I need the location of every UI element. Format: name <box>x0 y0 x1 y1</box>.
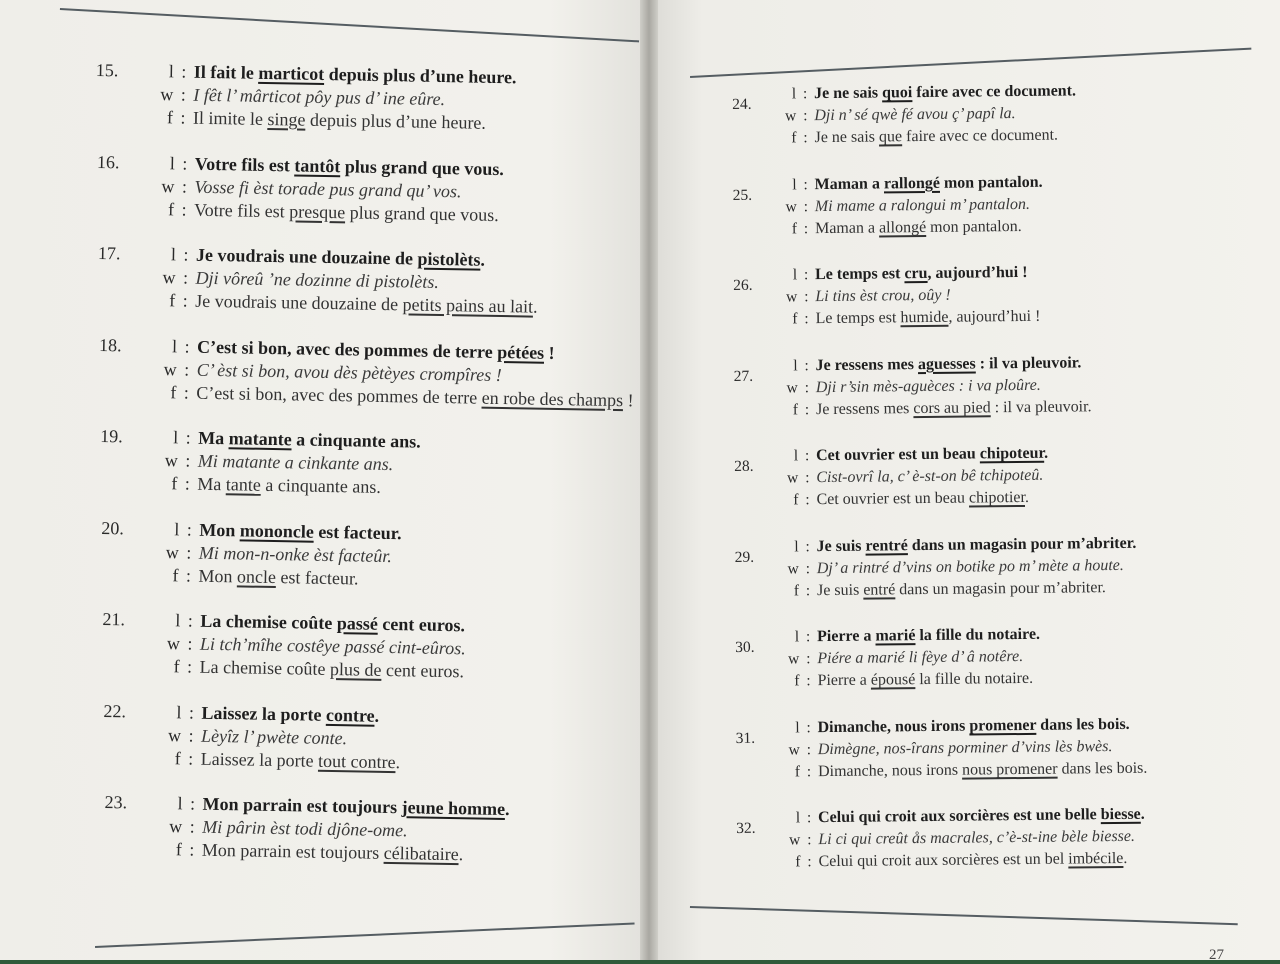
entry-25 <box>733 172 1145 267</box>
entry-number: 20. <box>101 517 124 538</box>
code-f: f <box>794 762 801 780</box>
spacer <box>736 844 784 845</box>
entry-31 <box>736 715 1148 810</box>
colon: : <box>181 198 187 220</box>
colon: : <box>805 469 810 487</box>
entry-number: 23. <box>104 792 128 813</box>
walloon-sentence: Mi mame a ralongui m’ pantalon. <box>814 195 1031 215</box>
entry-number: 19. <box>100 426 123 447</box>
code-f: f <box>171 473 178 494</box>
colon: : <box>189 816 195 837</box>
walloon-sentence: I fêt l’ mârticot pôy pus d’ ine eûre. <box>193 84 446 110</box>
colon: : <box>189 839 195 860</box>
french-sentence: Mon parrain est toujours célibataire. <box>201 839 464 865</box>
line-f <box>732 126 1144 152</box>
code-f: f <box>794 672 800 690</box>
walloon-sentence: Li tins èst crou, oûy ! <box>815 286 951 306</box>
line-f <box>735 669 1147 695</box>
colon: : <box>182 267 189 288</box>
colon: : <box>807 853 812 871</box>
line-f <box>736 759 1148 785</box>
code-l: l <box>794 628 800 646</box>
walloon-sentence: C’ èst si bon, avou dès pètèyes crompîres ! <box>196 359 502 385</box>
colon: : <box>186 656 193 677</box>
code-w: w <box>161 175 175 196</box>
local-sentence: Cet ouvrier est un beau chipoteur. <box>815 444 1049 465</box>
entry-22 <box>102 701 639 802</box>
local-sentence: Ma matante a cinquante ans. <box>198 427 421 452</box>
code-f: f <box>792 400 799 418</box>
code-w: w <box>165 541 180 562</box>
code-l: l <box>168 61 174 82</box>
entry-number: 27. <box>733 367 754 385</box>
colon: : <box>806 672 811 690</box>
colon: : <box>184 335 190 357</box>
code-f: f <box>167 198 175 219</box>
colon: : <box>804 310 809 328</box>
walloon-sentence: Mi mon-n-onke èst facteûr. <box>198 542 393 566</box>
french-sentence: Votre fils est presque plus grand que vous. <box>193 199 499 225</box>
colon: : <box>188 724 194 746</box>
entry-number: 31. <box>735 729 756 747</box>
colon: : <box>803 129 808 147</box>
code-w: w <box>164 450 178 471</box>
french-sentence: Je ne sais que faire avec ce document. <box>814 126 1059 147</box>
code-w: w <box>785 197 797 215</box>
local-sentence: La chemise coûte passé cent euros. <box>200 610 466 636</box>
entry-number: 26. <box>733 276 753 294</box>
colon: : <box>804 378 810 396</box>
colon: : <box>806 809 812 827</box>
french-sentence: Pierre a épousé la fille du notaire. <box>817 669 1034 690</box>
code-l: l <box>795 718 800 736</box>
code-l: l <box>171 335 178 356</box>
entry-20 <box>100 518 637 619</box>
french-sentence: Cet ouvrier est un beau chipotier. <box>816 488 1030 509</box>
spacer <box>103 762 161 763</box>
colon: : <box>182 152 188 174</box>
french-sentence: Dimanche, nous irons nous promener dans les bois. <box>817 759 1148 780</box>
code-w: w <box>162 267 176 288</box>
entry-15 <box>94 60 631 161</box>
local-sentence: Je ne sais quoi faire avec ce document. <box>813 82 1077 103</box>
spacer <box>96 213 154 214</box>
colon: : <box>186 518 192 540</box>
french-sentence: Je suis entré dans un magasin pour m’abriter. <box>816 578 1106 599</box>
entry-number: 30. <box>735 638 755 656</box>
colon: : <box>803 219 809 237</box>
colon: : <box>805 628 811 646</box>
code-w: w <box>786 288 798 306</box>
code-f: f <box>174 747 181 768</box>
walloon-sentence: Li tch’mîhe costêye passé cint-eûros. <box>199 633 466 659</box>
spacer <box>735 573 783 574</box>
colon: : <box>183 244 189 265</box>
left-entry-list <box>95 60 634 884</box>
entry-number: 24. <box>732 95 752 113</box>
french-sentence: C’est si bon, avec des pommes de terre en robe des champs ! <box>196 382 634 410</box>
local-sentence: Laissez la porte contre. <box>201 702 380 726</box>
code-l: l <box>791 85 797 103</box>
spacer <box>734 323 782 324</box>
colon: : <box>186 541 192 563</box>
spacer <box>98 396 156 397</box>
code-l: l <box>176 701 182 722</box>
spacer <box>104 854 162 855</box>
code-w: w <box>789 831 801 849</box>
code-f: f <box>170 381 177 402</box>
walloon-sentence: Mi matante a cinkante ans. <box>197 450 394 475</box>
colon: : <box>806 650 811 668</box>
code-f: f <box>791 219 798 237</box>
entry-27 <box>734 353 1146 448</box>
spacer <box>734 392 782 393</box>
colon: : <box>802 85 808 103</box>
line-f <box>735 578 1147 604</box>
french-sentence: Laissez la porte tout contre. <box>200 748 401 772</box>
local-sentence: Je ressens mes aguesses : il va pleuvoir. <box>815 353 1082 374</box>
french-sentence: Celui qui croit aux sorcières est un bel imbécile. <box>818 849 1128 871</box>
colon: : <box>804 356 809 374</box>
walloon-sentence: Vosse fi èst torade pus grand qu’ vos. <box>194 176 462 201</box>
code-l: l <box>793 447 799 465</box>
colon: : <box>189 793 196 814</box>
entry-number: 16. <box>96 151 120 172</box>
colon: : <box>185 564 192 586</box>
walloon-sentence: Piére a marié li fèye d’ â notêre. <box>817 647 1024 668</box>
spacer <box>96 190 154 191</box>
colon: : <box>805 581 811 599</box>
spacer <box>734 482 782 483</box>
code-f: f <box>173 656 180 677</box>
local-sentence: C’est si bon, avec des pommes de terre pétées ! <box>196 336 555 363</box>
spacer <box>735 663 783 664</box>
code-l: l <box>793 356 798 374</box>
colon: : <box>184 358 190 380</box>
french-sentence: Mon oncle est facteur. <box>198 565 359 588</box>
colon: : <box>187 610 194 631</box>
spacer <box>735 595 783 596</box>
colon: : <box>807 831 812 849</box>
code-l: l <box>792 175 797 193</box>
local-sentence: Il fait le marticot depuis plus d’une heure. <box>193 61 517 88</box>
code-f: f <box>172 564 179 585</box>
spacer <box>736 776 784 777</box>
walloon-sentence: Dji vôreû ’ne dozinne di pistolèts. <box>195 267 440 292</box>
code-w: w <box>788 650 800 668</box>
code-l: l <box>170 244 177 265</box>
book-gutter <box>640 0 658 960</box>
walloon-sentence: Mi pârin èst todi djône-ome. <box>202 816 408 841</box>
local-sentence: Maman a rallongé mon pantalon. <box>814 173 1043 193</box>
colon: : <box>805 559 811 577</box>
code-l: l <box>169 152 176 173</box>
french-sentence: Ma tante a cinquante ans. <box>197 473 381 497</box>
local-sentence: Celui qui croit aux sorcières est une belle biesse. <box>817 805 1145 827</box>
spacer <box>99 373 157 374</box>
code-f: f <box>169 290 176 311</box>
colon: : <box>185 450 191 471</box>
spacer <box>736 685 784 686</box>
local-sentence: Votre fils est tantôt plus grand que vous. <box>194 153 505 179</box>
page-number: 27 <box>1209 947 1224 963</box>
colon: : <box>806 740 812 758</box>
spacer <box>733 142 781 143</box>
colon: : <box>185 427 191 448</box>
french-sentence: Le temps est humide, aujourd’hui ! <box>815 307 1041 328</box>
french-sentence: La chemise coûte plus de cent euros. <box>199 656 465 682</box>
spacer <box>733 301 781 302</box>
walloon-sentence: Dji n’ sé qwè fé avou ç’ papî la. <box>814 105 1016 125</box>
walloon-sentence: Cist-ovrî la, c’ è-st-on bê tchipoteû. <box>816 466 1044 487</box>
colon: : <box>181 61 187 82</box>
code-w: w <box>786 378 798 396</box>
spacer <box>733 211 781 212</box>
colon: : <box>806 718 811 736</box>
spacer <box>102 671 160 672</box>
colon: : <box>803 107 808 125</box>
entry-number: 28. <box>734 457 754 475</box>
local-sentence: Mon parrain est toujours jeune homme. <box>202 793 510 820</box>
code-l: l <box>173 427 179 448</box>
colon: : <box>804 400 810 418</box>
entry-29 <box>735 534 1147 629</box>
spacer <box>97 305 155 306</box>
entry-number: 21. <box>102 609 126 630</box>
code-w: w <box>167 724 182 745</box>
code-l: l <box>175 610 181 631</box>
line-f <box>736 850 1148 876</box>
spacer <box>734 414 782 415</box>
spacer <box>102 648 160 649</box>
code-l: l <box>177 793 183 814</box>
colon: : <box>183 381 189 403</box>
entry-30 <box>735 625 1147 720</box>
spacer <box>99 488 157 489</box>
line-f <box>733 216 1145 242</box>
colon: : <box>803 266 809 284</box>
code-w: w <box>785 107 797 125</box>
spacer <box>101 556 159 557</box>
code-w: w <box>166 633 181 654</box>
french-sentence: Je ressens mes cors au pied : il va pleuvoir. <box>815 397 1092 418</box>
spacer <box>736 754 784 755</box>
code-f: f <box>175 839 182 860</box>
entry-number: 29. <box>734 548 755 566</box>
local-sentence: Je voudrais une douzaine de pistolèts. <box>195 244 486 270</box>
colon: : <box>188 701 195 723</box>
walloon-sentence: Dj’ a rintré d’vins on botike po m’ mète a houte. <box>816 556 1124 577</box>
colon: : <box>804 288 809 306</box>
local-sentence: Pierre a marié la fille du notaire. <box>816 625 1041 646</box>
local-sentence: Je suis rentré dans un magasin pour m’abriter. <box>816 534 1137 555</box>
walloon-sentence: Dji r’sin mès-aguèces : i va ploûre. <box>815 376 1041 396</box>
code-f: f <box>795 853 801 871</box>
entry-number: 17. <box>97 243 121 264</box>
colon: : <box>804 447 810 465</box>
walloon-sentence: Dimègne, nos-îrans porminer d’vins lès bwès. <box>817 737 1113 758</box>
colon: : <box>180 107 186 128</box>
code-w: w <box>160 84 174 105</box>
right-entry-list <box>732 82 1148 901</box>
colon: : <box>188 747 194 769</box>
spacer <box>104 831 162 832</box>
colon: : <box>180 84 187 105</box>
entry-18 <box>98 335 635 436</box>
code-l: l <box>794 537 799 555</box>
local-sentence: Dimanche, nous irons promener dans les bois. <box>817 715 1130 736</box>
entry-number: 22. <box>103 700 127 721</box>
code-f: f <box>791 129 797 147</box>
colon: : <box>806 762 812 780</box>
colon: : <box>805 537 810 555</box>
french-sentence: Maman a allongé mon pantalon. <box>814 217 1022 237</box>
code-f: f <box>166 107 174 128</box>
entry-number: 18. <box>98 334 122 355</box>
code-f: f <box>793 581 800 599</box>
entry-number: 15. <box>95 60 119 81</box>
spacer <box>735 504 783 505</box>
spacer <box>100 465 158 466</box>
colon: : <box>803 175 808 193</box>
entry-23 <box>103 792 640 893</box>
entry-32 <box>736 806 1148 901</box>
entry-19 <box>99 426 636 527</box>
line-f <box>734 397 1146 423</box>
spacer <box>103 739 161 740</box>
spacer <box>95 99 153 100</box>
walloon-sentence: Li ci qui creût ås macrales, c’è-st-ine bèle biesse. <box>818 827 1136 849</box>
french-sentence: Je voudrais une douzaine de petits pains au lait. <box>195 290 538 317</box>
colon: : <box>803 197 809 215</box>
code-l: l <box>174 518 180 539</box>
code-w: w <box>787 469 799 487</box>
spacer <box>737 866 785 867</box>
line-f <box>734 488 1146 514</box>
colon: : <box>182 290 188 311</box>
line-f <box>733 307 1145 333</box>
spacer <box>733 233 781 234</box>
code-w: w <box>788 740 800 758</box>
walloon-sentence: Lèyîz l’ pwète conte. <box>200 725 348 748</box>
spacer <box>100 579 158 580</box>
french-sentence: Il imite le singe depuis plus d’une heure. <box>192 107 487 133</box>
code-w: w <box>163 358 177 379</box>
code-l: l <box>792 266 798 284</box>
code-w: w <box>169 816 183 837</box>
spacer <box>732 120 780 121</box>
code-l: l <box>795 809 801 827</box>
entry-17 <box>97 243 634 344</box>
code-w: w <box>787 559 799 577</box>
entry-number: 25. <box>732 186 753 204</box>
spacer <box>98 282 156 283</box>
colon: : <box>184 473 191 494</box>
code-f: f <box>793 491 799 509</box>
entry-24 <box>732 82 1144 177</box>
entry-16 <box>96 152 633 253</box>
entry-21 <box>101 609 638 710</box>
colon: : <box>181 175 188 197</box>
entry-26 <box>733 263 1145 358</box>
local-sentence: Le temps est cru, aujourd’hui ! <box>814 263 1028 284</box>
local-sentence: Mon mononcle est facteur. <box>199 519 402 543</box>
entry-number: 32. <box>736 819 756 837</box>
colon: : <box>805 491 810 509</box>
spacer <box>95 122 153 123</box>
colon: : <box>187 633 193 654</box>
entry-28 <box>734 444 1146 539</box>
code-f: f <box>792 310 798 328</box>
